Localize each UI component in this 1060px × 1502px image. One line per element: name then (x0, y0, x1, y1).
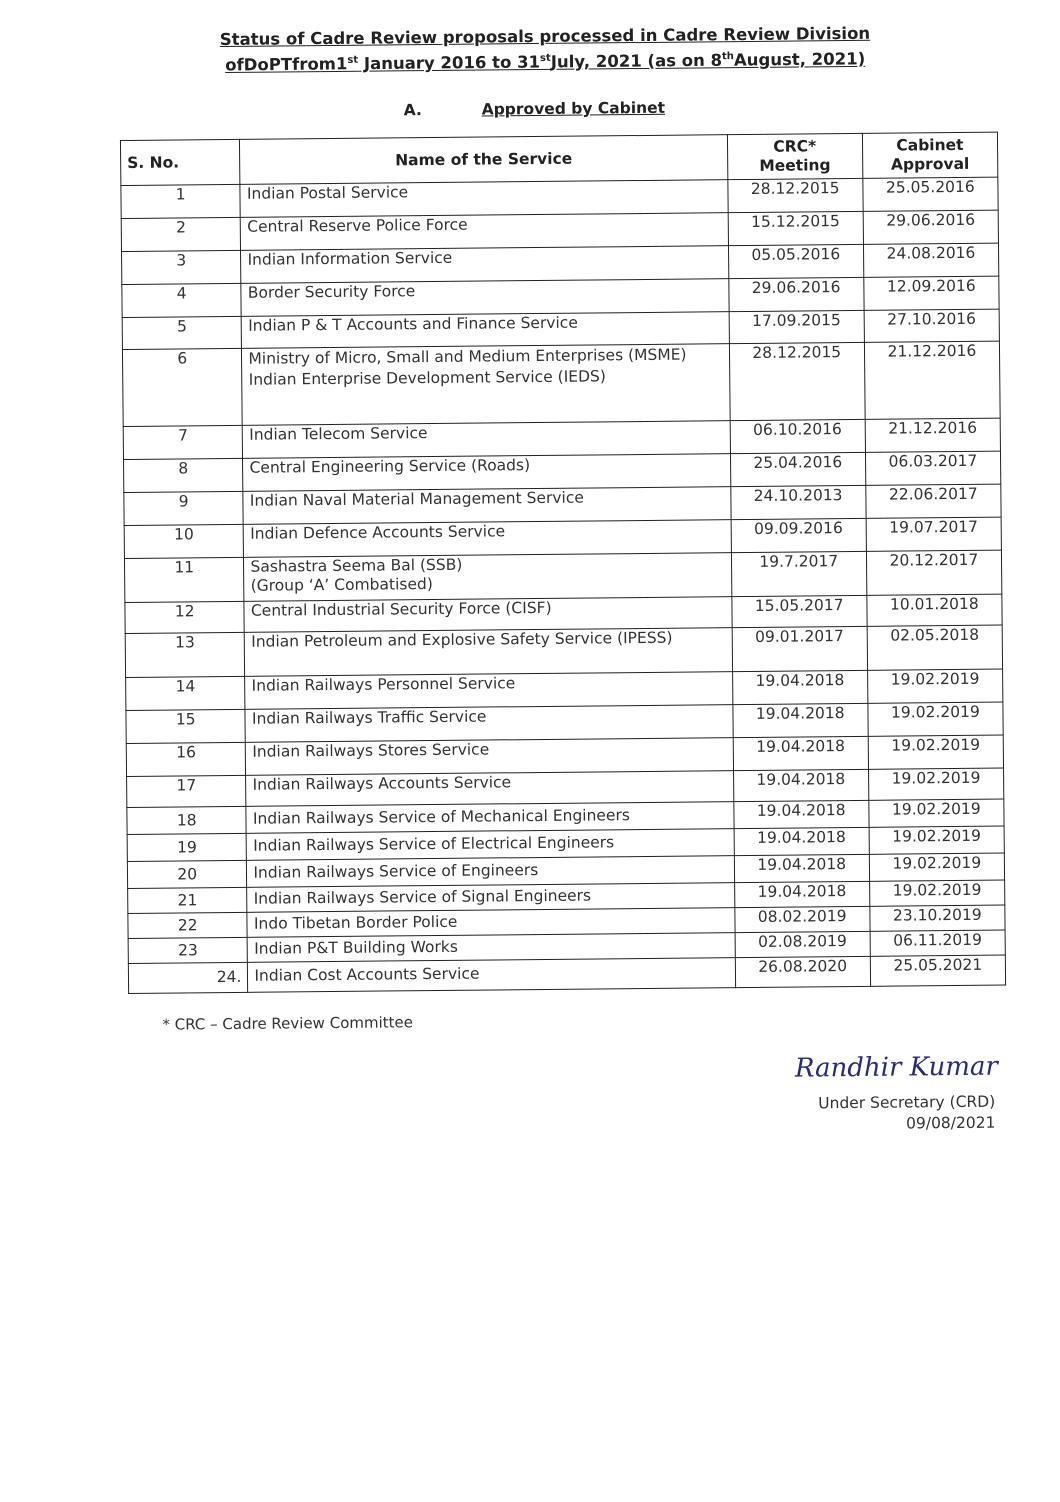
header-cabinet-approval (862, 132, 998, 178)
row-sno: 21 (128, 887, 248, 913)
row-service-name: Indian Railways Service of Engineers (247, 856, 734, 888)
row-cabinet-date: 19.02.2019 (867, 669, 1002, 703)
row-sno: 1 (121, 184, 241, 218)
row-crc-date: 28.12.2015 (729, 342, 865, 420)
row-service-name (242, 344, 730, 426)
row-crc-date: 28.12.2015 (728, 178, 863, 212)
row-cabinet-date: 25.05.2016 (863, 177, 998, 211)
row-cabinet-date: 27.10.2016 (864, 309, 999, 342)
row-sno: 4 (122, 283, 242, 317)
row-crc-date: 02.08.2019 (735, 931, 870, 957)
row-sno: 7 (123, 425, 243, 459)
row-crc-date: 15.12.2015 (728, 211, 863, 245)
row-crc-date: 05.05.2016 (728, 244, 863, 278)
title-line-2-part-b: January 2016 to 31 (358, 52, 541, 74)
row-service-name: Indian Cost Accounts Service (248, 958, 735, 993)
row-sno: 5 (122, 316, 242, 349)
title-line-1: Status of Cadre Review proposals processed in Cadre Review Division (219, 23, 871, 50)
title-sup-1: st (347, 54, 359, 66)
row-crc-date: 15.05.2017 (732, 595, 867, 627)
row-sno: 2 (121, 217, 241, 251)
row-sno: 18 (127, 806, 247, 834)
row-sno: 17 (127, 775, 247, 807)
header-cab-line1: Cabinet (896, 135, 964, 155)
row-cabinet-date: 29.06.2016 (863, 210, 998, 244)
row-service-name: Indian Railways Service of Signal Engineers (247, 883, 734, 913)
signature-date: 09/08/2021 (905, 1113, 996, 1133)
row-sno: 13 (125, 632, 245, 677)
header-crc-line1: CRC* (773, 137, 817, 156)
header-sno: S. No. (120, 139, 240, 185)
row-cabinet-date: 06.03.2017 (865, 451, 1000, 485)
row-service-name: Indian Railways Service of Mechanical Engineers (246, 802, 733, 834)
row-service-name-line1: Ministry of Micro, Small and Medium Enterprises (MSME) (248, 345, 687, 368)
row-service-name: Indian P & T Accounts and Finance Service (242, 312, 730, 349)
document-title (145, 22, 945, 77)
row-service-name: Central Engineering Service (Roads) (243, 454, 731, 492)
title-line-2-part-d: August, 2021) (733, 49, 866, 70)
row-sno: 23 (128, 937, 248, 963)
row-service-name-line1: Sashastra Seema Bal (SSB) (250, 555, 463, 576)
header-crc-meeting (727, 133, 863, 179)
row-sno: 11 (124, 557, 244, 602)
row-crc-date: 25.04.2016 (730, 452, 865, 486)
row-service-name: Indian Defence Accounts Service (244, 520, 732, 558)
row-cabinet-date: 21.12.2016 (865, 418, 1000, 452)
row-service-name: Indian Railways Service of Electrical Engineers (247, 829, 734, 861)
row-sno: 9 (124, 491, 244, 525)
row-cabinet-date: 19.02.2019 (868, 702, 1003, 736)
signatory-block (783, 1092, 995, 1136)
row-cabinet-date: 12.09.2016 (864, 276, 999, 310)
designation: Under Secretary (CRD) (818, 1092, 996, 1113)
row-crc-date: 19.04.2018 (734, 881, 869, 907)
row-service-name: Indian Petroleum and Explosive Safety Service (IPESS) (245, 628, 733, 677)
row-sno: 8 (124, 458, 244, 492)
row-crc-date: 19.04.2018 (733, 800, 868, 828)
section-text: Approved by Cabinet (481, 98, 666, 119)
header-cab-line2: Approval (890, 154, 970, 174)
row-cabinet-date: 19.02.2019 (869, 799, 1004, 827)
row-sno: 10 (124, 524, 244, 558)
row-service-name: Indian P&T Building Works (248, 933, 735, 963)
section-heading (404, 99, 666, 120)
row-service-name: Border Security Force (241, 279, 729, 317)
title-sup-3: th (721, 51, 734, 63)
row-crc-date: 29.06.2016 (728, 277, 863, 311)
row-sno: 22 (128, 912, 248, 938)
row-service-name: Indian Railways Traffic Service (245, 705, 733, 743)
row-service-name: Central Industrial Security Force (CISF) (244, 597, 731, 633)
row-cabinet-date: 02.05.2018 (867, 625, 1003, 670)
row-service-name: Indian Telecom Service (243, 421, 731, 459)
row-cabinet-date: 19.07.2017 (866, 517, 1001, 551)
row-sno: 12 (125, 601, 245, 633)
row-crc-date: 19.04.2018 (733, 736, 868, 770)
row-crc-date: 24.10.2013 (730, 485, 865, 519)
row-cabinet-date: 19.02.2019 (869, 880, 1004, 906)
row-crc-date: 19.04.2018 (734, 854, 869, 882)
row-cabinet-date: 23.10.2019 (870, 905, 1005, 931)
row-crc-date: 09.09.2016 (731, 518, 866, 552)
row-cabinet-date: 24.08.2016 (863, 243, 998, 277)
row-sno: 19 (127, 833, 247, 861)
row-service-name-line2: Indian Enterprise Development Service (IEDS) (248, 367, 606, 389)
row-crc-date: 06.10.2016 (730, 419, 865, 453)
row-cabinet-date: 10.01.2018 (867, 594, 1002, 626)
row-cabinet-date: 22.06.2017 (866, 484, 1001, 518)
row-cabinet-date: 06.11.2019 (870, 930, 1005, 956)
row-cabinet-date: 25.05.2021 (870, 955, 1005, 986)
row-cabinet-date: 20.12.2017 (866, 550, 1002, 595)
table-row (122, 341, 1000, 426)
signature: Randhir Kumar (794, 1051, 999, 1084)
row-service-name: Indian Information Service (241, 246, 729, 284)
row-sno: 3 (122, 250, 242, 284)
row-crc-date: 19.7.2017 (731, 551, 867, 596)
row-service-name: Indian Railways Personnel Service (245, 672, 733, 710)
title-line-2-part-a: ofDoPTfrom1 (225, 54, 348, 75)
header-service-name: Name of the Service (240, 135, 728, 185)
row-service-name-line2: (Group ‘A’ Combatised) (250, 575, 433, 595)
row-sno: 6 (122, 348, 242, 426)
row-crc-date: 09.01.2017 (732, 626, 868, 671)
row-service-name: Central Reserve Police Force (241, 213, 729, 251)
section-label: A. (403, 101, 422, 120)
row-crc-date: 19.04.2018 (733, 703, 868, 737)
row-sno: 15 (126, 709, 246, 743)
row-cabinet-date: 19.02.2019 (869, 853, 1004, 881)
row-sno: 16 (126, 742, 246, 776)
row-service-name (244, 553, 732, 602)
footnote: * CRC – Cadre Review Committee (162, 1013, 414, 1034)
row-cabinet-date: 19.02.2019 (868, 735, 1003, 769)
row-crc-date: 19.04.2018 (734, 827, 869, 855)
row-service-name: Indo Tibetan Border Police (247, 908, 734, 938)
row-crc-date: 19.04.2018 (733, 769, 868, 801)
row-crc-date: 26.08.2020 (735, 956, 870, 987)
row-crc-date: 17.09.2015 (729, 310, 864, 343)
row-service-name: Indian Postal Service (240, 180, 728, 218)
title-line-2-part-c: July, 2021 (as on 8 (550, 50, 723, 72)
row-sno: 20 (127, 860, 247, 888)
row-cabinet-date: 19.02.2019 (869, 826, 1004, 854)
row-sno: 14 (126, 676, 246, 710)
row-cabinet-date: 19.02.2019 (868, 768, 1003, 800)
row-service-name: Indian Railways Stores Service (246, 738, 734, 776)
cadre-review-table (120, 132, 1006, 994)
row-service-name: Indian Naval Material Management Service (243, 487, 731, 525)
row-service-name: Indian Railways Accounts Service (246, 771, 733, 807)
title-sup-2: st (539, 52, 551, 64)
row-sno: 24. (128, 962, 248, 993)
row-crc-date: 19.04.2018 (732, 670, 867, 704)
header-crc-line2: Meeting (759, 156, 831, 175)
row-crc-date: 08.02.2019 (735, 906, 870, 932)
row-cabinet-date: 21.12.2016 (864, 341, 1000, 419)
